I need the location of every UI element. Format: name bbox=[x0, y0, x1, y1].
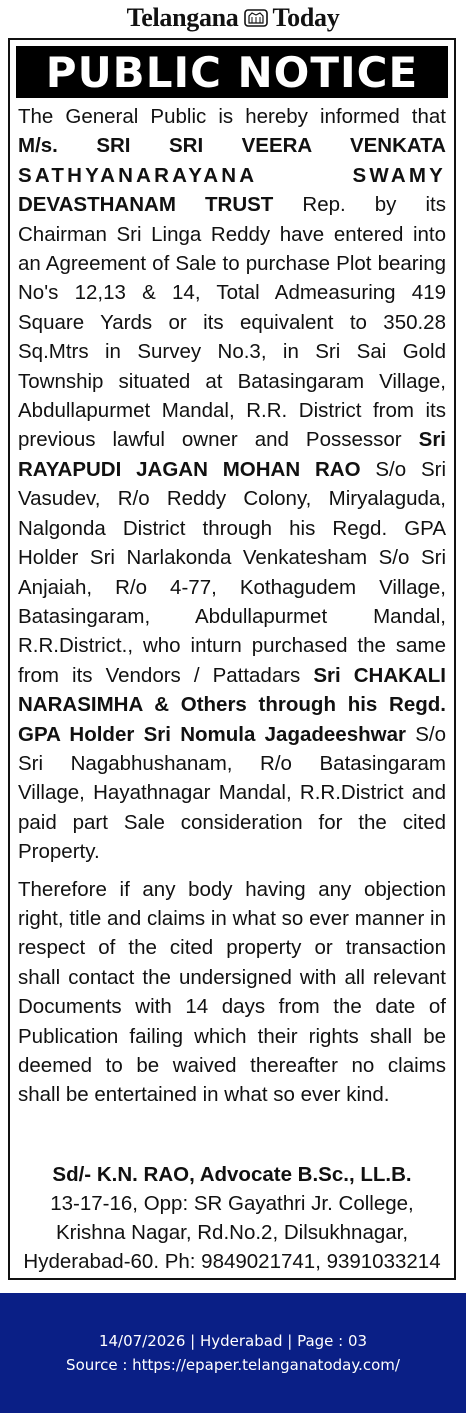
signature-block bbox=[10, 1160, 454, 1276]
notice-body bbox=[18, 102, 446, 1110]
notice-paragraph-1 bbox=[18, 102, 446, 867]
notice-paragraph-2: Therefore if any body having any objection right, title and claims in what so ever manner in respect of the cited property or transaction shall contact the undersigned with all relevant Documents with 14 days from the date of Publication failing which their rights shall be deemed to be waived thereafter no claims shall be entertained in what so ever kind. bbox=[18, 877, 446, 1107]
footer-source: Source : https://epaper.telanganatoday.com/ bbox=[66, 1356, 400, 1374]
signatory-address-line1: 13-17-16, Opp: SR Gayathri Jr. College, bbox=[50, 1192, 414, 1215]
para1-agreement-text: Rep. by its Chairman Sri Linga Reddy have entered into an Agreement of Sale to purchase Plot bearing No's 12,13 & 14, Total Admeasuring 419 Square Yards or its equivalent to 350.28 Sq.Mtrs in Survey No.3, in Sri Sai Gold Township situated at Batasingaram Village, Abdullapurmet Mandal, R.R. District from its previous lawful owner and Possessor bbox=[18, 193, 446, 452]
notice-heading: PUBLIC NOTICE bbox=[16, 46, 448, 98]
para1-trust-name-line3: DEVASTHANAM TRUST bbox=[18, 193, 274, 217]
epaper-footer bbox=[0, 1293, 466, 1413]
para1-trust-name-line2: SATHYANARAYANA SWAMY bbox=[18, 163, 446, 187]
masthead-emblem-icon bbox=[243, 5, 269, 31]
newspaper-masthead bbox=[0, 0, 466, 36]
para1-closing-text: S/o Sri Nagabhushanam, R/o Batasingaram Village, Hayathnagar Mandal, R.R.District and paid part Sale consideration for the cited Property. bbox=[18, 722, 446, 864]
signatory-address-line3: Hyderabad-60. Ph: 9849021741, 9391033214 bbox=[23, 1250, 441, 1273]
para1-intro: The General Public is hereby informed that bbox=[18, 105, 446, 128]
masthead-left: Telangana bbox=[126, 3, 239, 32]
para1-owner-name: Sri RAYAPUDI JAGAN MOHAN RAO bbox=[18, 428, 446, 481]
signatory-address-line2: Krishna Nagar, Rd.No.2, Dilsukhnagar, bbox=[55, 1221, 409, 1244]
para1-vendor-name: Sri CHAKALI NARASIMHA & Others through his Regd. GPA Holder Sri Nomula Jagadeeshwar bbox=[18, 663, 446, 746]
signatory-name: Sd/- K.N. RAO, Advocate B.Sc., LL.B. bbox=[52, 1163, 412, 1186]
masthead-right: Today bbox=[272, 3, 340, 32]
public-notice-box bbox=[8, 38, 456, 1280]
para1-owner-details: S/o Sri Vasudev, R/o Reddy Colony, Miryalaguda, Nalgonda District through his Regd. GPA Holder Sri Narlakonda Venkatesham S/o Sri Anjaiah, R/o 4-77, Kothagudem Village, Batasingaram, Abdullapurmet Mandal, R.R.District., who inturn purchased the same from its Vendors / Pattadars bbox=[18, 457, 447, 687]
footer-date-page: 14/07/2026 | Hyderabad | Page : 03 bbox=[98, 1332, 368, 1350]
para1-trust-name-line1: M/s. SRI SRI VEERA VENKATA bbox=[18, 134, 446, 158]
